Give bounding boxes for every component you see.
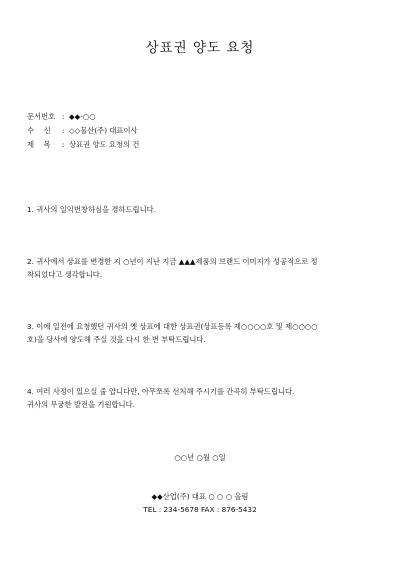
contact-info: TEL : 234-5678 FAX : 876-5432 bbox=[143, 505, 257, 514]
paragraph-1 bbox=[27, 204, 379, 217]
meta-label: 제 목 bbox=[27, 140, 51, 149]
paragraph-line: 귀사의 무궁한 발전을 기원합니다. bbox=[27, 399, 135, 409]
paragraph-2 bbox=[27, 256, 379, 281]
paragraph-4 bbox=[27, 386, 379, 411]
paragraph-line: 1. 귀사의 일익번창하심을 경하드립니다. bbox=[27, 205, 157, 214]
paragraph-line: 4. 여러 사정이 있으실 줄 압니다만, 아무쪼록 선처해 주시기를 간곡히 부탁드립니다. bbox=[27, 387, 295, 396]
meta-label: 문서번호 bbox=[27, 112, 56, 121]
meta-row-doc-number bbox=[27, 112, 96, 122]
meta-value: ◆◆-○○ bbox=[69, 112, 96, 121]
meta-colon: : bbox=[62, 126, 65, 135]
page-title: 상표권 양도 요청 bbox=[145, 40, 255, 56]
meta-row-subject bbox=[27, 140, 139, 150]
meta-colon: : bbox=[62, 140, 65, 149]
paragraph-line: 3. 이에 일전에 요청했던 귀사의 옛 상표에 대한 상표권(상표등록 제○○○○호 및 제○○○○ bbox=[27, 322, 318, 331]
meta-value: ◇◇물산(주) 대표이사 bbox=[69, 126, 138, 135]
document-date: ○○년 ○월 ○일 bbox=[174, 453, 226, 462]
meta-label: 수 신 bbox=[27, 126, 51, 135]
meta-value: 상표권 양도 요청의 건 bbox=[69, 140, 140, 149]
paragraph-line: 2. 귀사에서 상표를 변경한 지 ○년이 지난 지금 ▲▲▲제품의 브랜드 이미지가 성공적으로 정 bbox=[27, 257, 318, 266]
paragraph-line: 호)을 당사에 양도해 주실 것을 다시 한 번 부탁드립니다. bbox=[27, 334, 206, 344]
sender-signature: ◆◆산업(주) 대표 ○ ○ ○ 올림 bbox=[151, 492, 249, 501]
paragraph-3 bbox=[27, 321, 379, 346]
paragraph-line: 착되었다고 생각합니다. bbox=[27, 269, 103, 279]
meta-row-recipient bbox=[27, 126, 138, 136]
meta-colon: : bbox=[62, 112, 65, 121]
